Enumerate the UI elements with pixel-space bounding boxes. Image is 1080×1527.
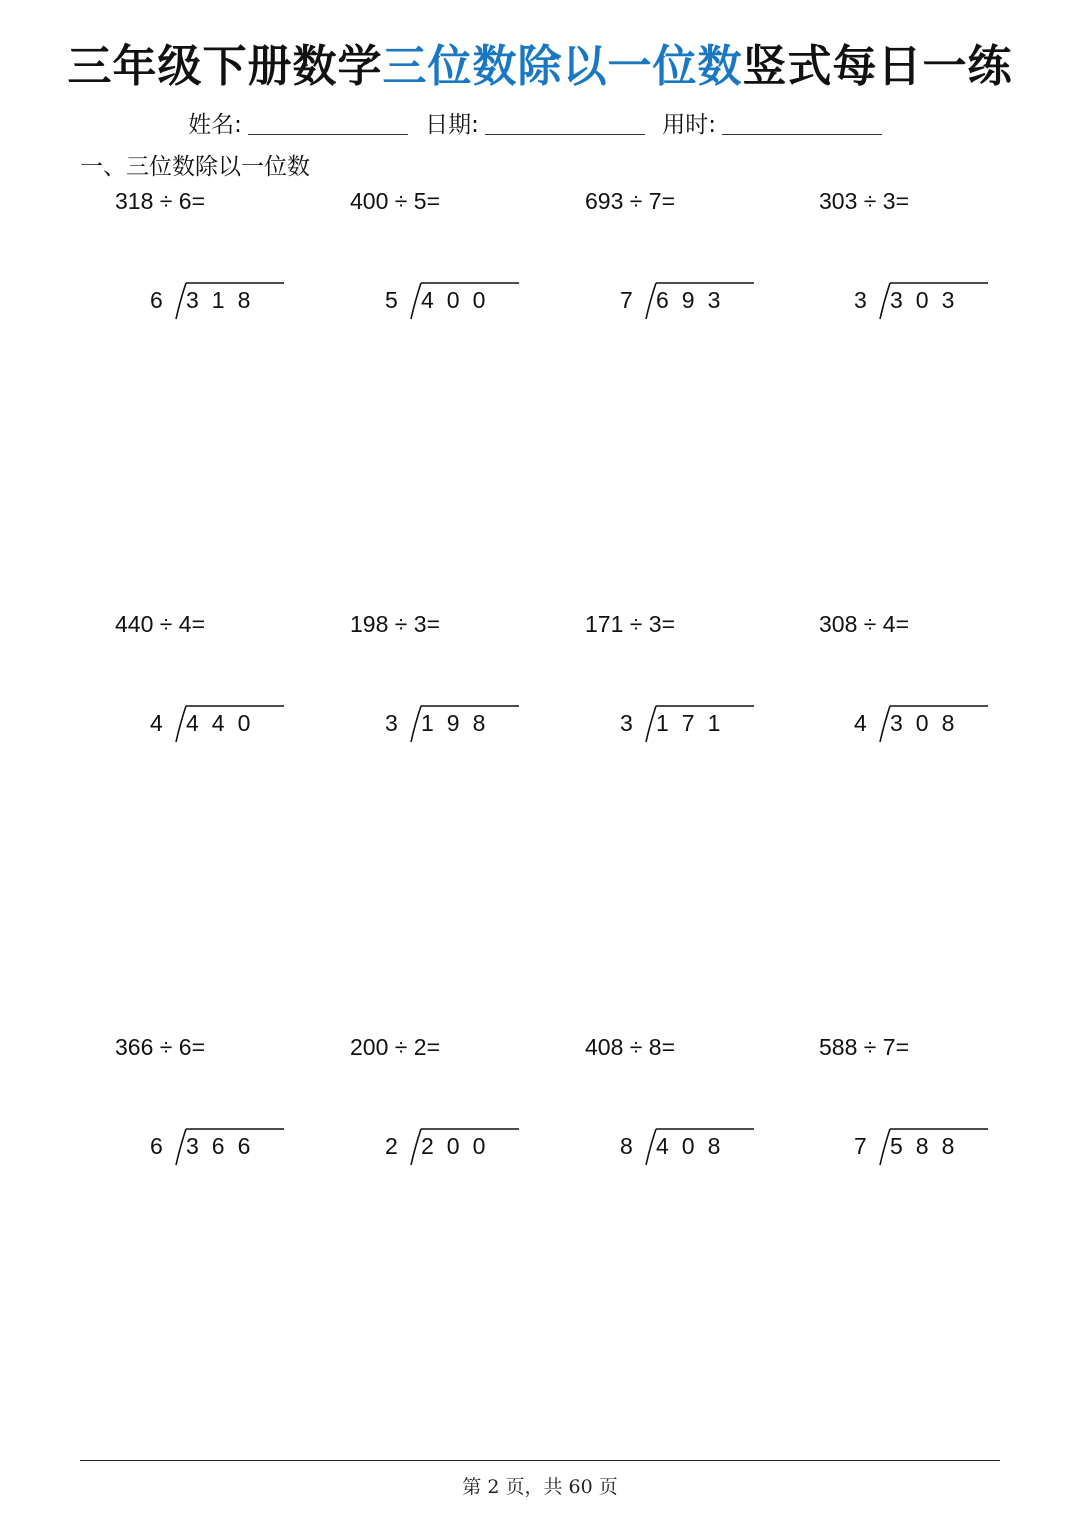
dividend: 366: [186, 1133, 264, 1159]
dividend: 693: [656, 287, 734, 313]
divisor: 4: [150, 710, 163, 736]
title-part2: 竖式每日一练: [742, 41, 1013, 92]
dividend: 408: [656, 1133, 734, 1159]
long-division-frame[interactable]: [385, 704, 515, 744]
divisor: 7: [620, 287, 633, 313]
divisor: 3: [854, 287, 867, 313]
dividend: 198: [421, 710, 499, 736]
problem-expression: 400 ÷ 5=: [350, 188, 441, 214]
long-division-frame[interactable]: [385, 1127, 515, 1167]
divisor: 3: [385, 710, 398, 736]
divisor: 4: [854, 710, 867, 736]
problem-expression: 366 ÷ 6=: [115, 1034, 206, 1060]
dividend: 308: [890, 710, 968, 736]
division-problem: [819, 188, 1039, 328]
problem-expression: 318 ÷ 6=: [115, 188, 206, 214]
problem-expression: 303 ÷ 3=: [819, 188, 910, 214]
date-label: 日期:: [425, 112, 479, 138]
division-problem: [350, 611, 570, 751]
problem-expression: 171 ÷ 3=: [585, 611, 676, 637]
time-label: 用时:: [662, 112, 716, 138]
divisor: 6: [150, 1133, 163, 1159]
dividend: 171: [656, 710, 734, 736]
problem-expression: 693 ÷ 7=: [585, 188, 676, 214]
division-problem: [585, 188, 805, 328]
divisor: 2: [385, 1133, 398, 1159]
dividend: 440: [186, 710, 264, 736]
long-division-frame[interactable]: [150, 1127, 280, 1167]
dividend: 200: [421, 1133, 499, 1159]
problem-expression: 440 ÷ 4=: [115, 611, 206, 637]
problem-expression: 588 ÷ 7=: [819, 1034, 910, 1060]
division-problem: [350, 188, 570, 328]
long-division-frame[interactable]: [385, 281, 515, 321]
division-problem: [115, 188, 335, 328]
long-division-frame[interactable]: [620, 704, 750, 744]
divisor: 5: [385, 287, 398, 313]
problem-expression: 198 ÷ 3=: [350, 611, 441, 637]
title-highlight: 三位数除以一位数: [382, 41, 743, 92]
long-division-frame[interactable]: [854, 704, 984, 744]
division-problem: [115, 611, 335, 751]
long-division-frame[interactable]: [620, 281, 750, 321]
problem-expression: 408 ÷ 8=: [585, 1034, 676, 1060]
long-division-frame[interactable]: [150, 704, 280, 744]
divisor: 6: [150, 287, 163, 313]
section-title: 一、三位数除以一位数: [80, 154, 310, 180]
long-division-frame[interactable]: [854, 281, 984, 321]
division-problem: [585, 1034, 805, 1174]
footer-divider: [80, 1460, 1000, 1461]
divisor: 8: [620, 1133, 633, 1159]
divisor: 7: [854, 1133, 867, 1159]
name-label: 姓名:: [188, 112, 242, 138]
long-division-frame[interactable]: [150, 281, 280, 321]
page-footer: 第 2 页，共 60 页: [462, 1476, 618, 1498]
problem-expression: 200 ÷ 2=: [350, 1034, 441, 1060]
division-problem: [819, 611, 1039, 751]
divisor: 3: [620, 710, 633, 736]
dividend: 588: [890, 1133, 968, 1159]
long-division-frame[interactable]: [854, 1127, 984, 1167]
dividend: 318: [186, 287, 264, 313]
long-division-frame[interactable]: [620, 1127, 750, 1167]
division-problem: [585, 611, 805, 751]
title-part1: 三年级下册数学: [67, 41, 383, 92]
dividend: 303: [890, 287, 968, 313]
division-problem: [350, 1034, 570, 1174]
division-problem: [819, 1034, 1039, 1174]
dividend: 400: [421, 287, 499, 313]
division-problem: [115, 1034, 335, 1174]
problem-expression: 308 ÷ 4=: [819, 611, 910, 637]
